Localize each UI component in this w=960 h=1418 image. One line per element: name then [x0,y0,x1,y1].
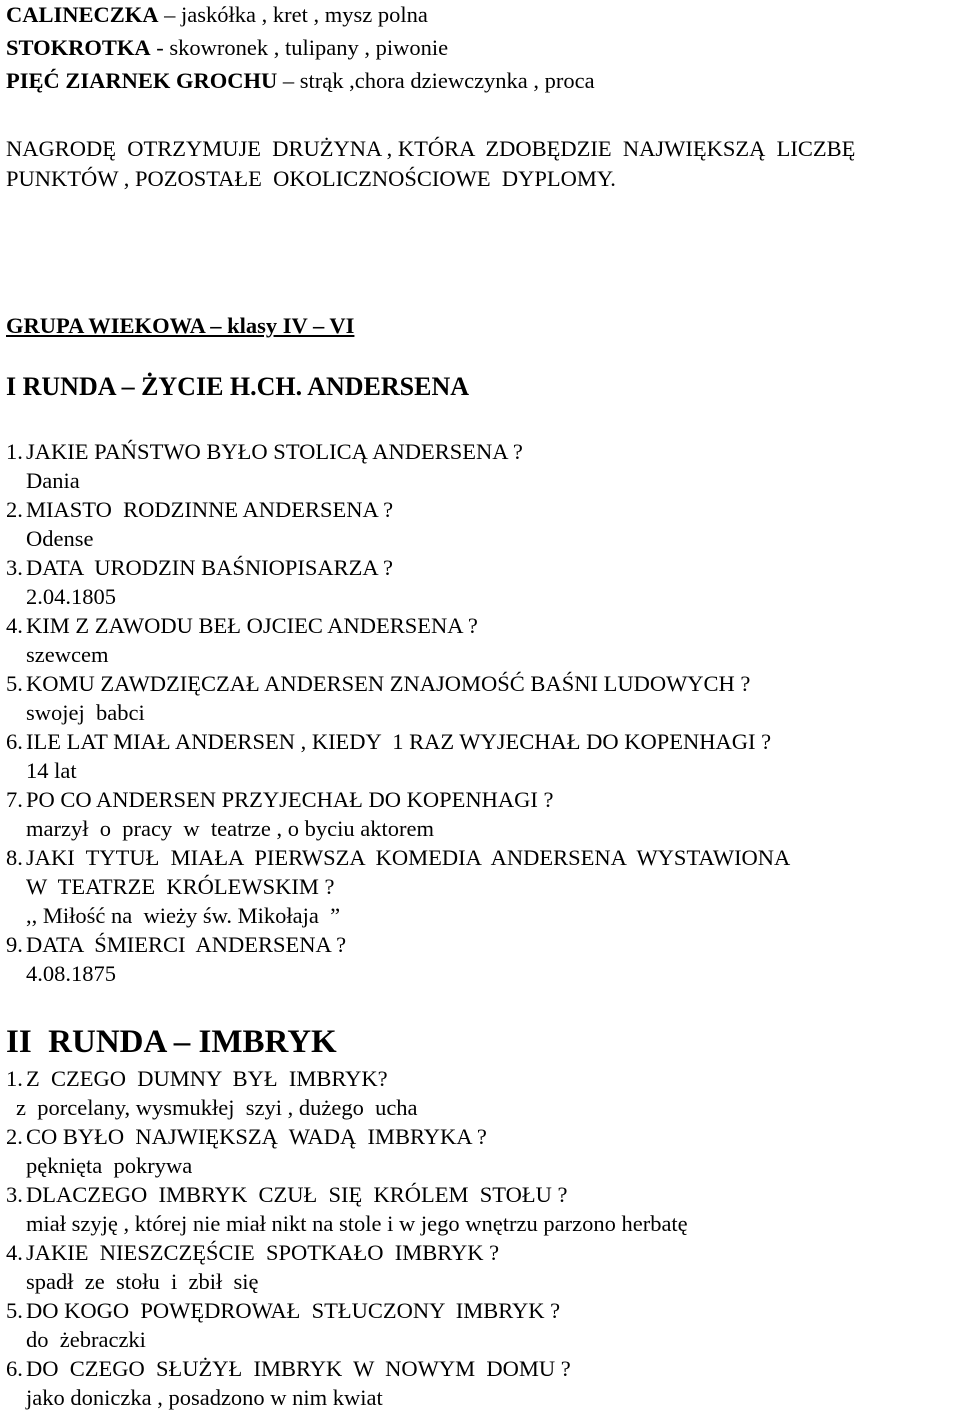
answer: pęknięta pokrywa [26,1153,193,1178]
answer: swojej babci [26,700,145,725]
tale-title: PIĘĆ ZIARNEK GROCHU [6,68,278,93]
answer: do żebraczki [26,1327,146,1352]
tale-title: CALINECZKA [6,2,159,27]
answer: 14 lat [26,758,77,783]
question: 3. DLACZEGO IMBRYK CZUŁ SIĘ KRÓLEM STOŁU ? [6,1182,568,1207]
question: 1. JAKIE PAŃSTWO BYŁO STOLICĄ ANDERSENA ? [6,439,523,464]
round2-heading: II RUNDA – IMBRYK [6,1024,337,1060]
question: 5. KOMU ZAWDZIĘCZAŁ ANDERSEN ZNAJOMOŚĆ BAŚNI LUDOWYCH ? [6,671,751,696]
prize-note-line: PUNKTÓW , POZOSTAŁE OKOLICZNOŚCIOWE DYPLOMY. [6,166,616,191]
group-heading: GRUPA WIEKOWA – klasy IV – VI [6,313,355,338]
tale-characters: – strąk ,chora dziewczynka , proca [277,68,595,93]
answer: 4.08.1875 [26,961,116,986]
question: 1. Z CZEGO DUMNY BYŁ IMBRYK? [6,1066,388,1091]
answer: miał szyję , której nie miał nikt na stole i w jego wnętrzu parzono herbatę [26,1211,688,1236]
answer: spadł ze stołu i zbił się [26,1269,259,1294]
tale-title: STOKROTKA [6,35,151,60]
question: 9. DATA ŚMIERCI ANDERSENA ? [6,932,347,957]
answer: 2.04.1805 [26,584,116,609]
question: 4. JAKIE NIESZCZĘŚCIE SPOTKAŁO IMBRYK ? [6,1240,500,1265]
intro-line [6,37,448,60]
question: 6. DO CZEGO SŁUŻYŁ IMBRYK W NOWYM DOMU ? [6,1356,571,1381]
answer: ,, Miłość na wieży św. Mikołaja ” [26,903,341,928]
intro-line [6,70,595,93]
question: 2. CO BYŁO NAJWIĘKSZĄ WADĄ IMBRYKA ? [6,1124,487,1149]
answer: szewcem [26,642,109,667]
round1-heading: I RUNDA – ŻYCIE H.CH. ANDERSENA [6,372,470,401]
answer: Odense [26,526,94,551]
question: 7. PO CO ANDERSEN PRZYJECHAŁ DO KOPENHAGI ? [6,787,554,812]
question: 8. JAKI TYTUŁ MIAŁA PIERWSZA KOMEDIA ANDERSENA WYSTAWIONA [6,845,791,870]
answer: jako doniczka , posadzono w nim kwiat [26,1385,383,1410]
question: 6. ILE LAT MIAŁ ANDERSEN , KIEDY 1 RAZ WYJECHAŁ DO KOPENHAGI ? [6,729,772,754]
question: 3. DATA URODZIN BAŚNIOPISARZA ? [6,555,393,580]
answer: z porcelany, wysmukłej szyi , dużego ucha [16,1095,418,1120]
question-continuation: W TEATRZE KRÓLEWSKIM ? [26,874,335,899]
question: 4. KIM Z ZAWODU BEŁ OJCIEC ANDERSENA ? [6,613,478,638]
question: 5. DO KOGO POWĘDROWAŁ STŁUCZONY IMBRYK ? [6,1298,561,1323]
answer: marzył o pracy w teatrze , o byciu aktorem [26,816,434,841]
answer: Dania [26,468,80,493]
question: 2. MIASTO RODZINNE ANDERSENA ? [6,497,394,522]
tale-characters: – jaskółka , kret , mysz polna [158,2,428,27]
tale-characters: - skowronek , tulipany , piwonie [150,35,449,60]
prize-note-line: NAGRODĘ OTRZYMUJE DRUŻYNA , KTÓRA ZDOBĘDZIE NAJWIĘKSZĄ LICZBĘ [6,136,856,161]
intro-line [6,4,428,27]
